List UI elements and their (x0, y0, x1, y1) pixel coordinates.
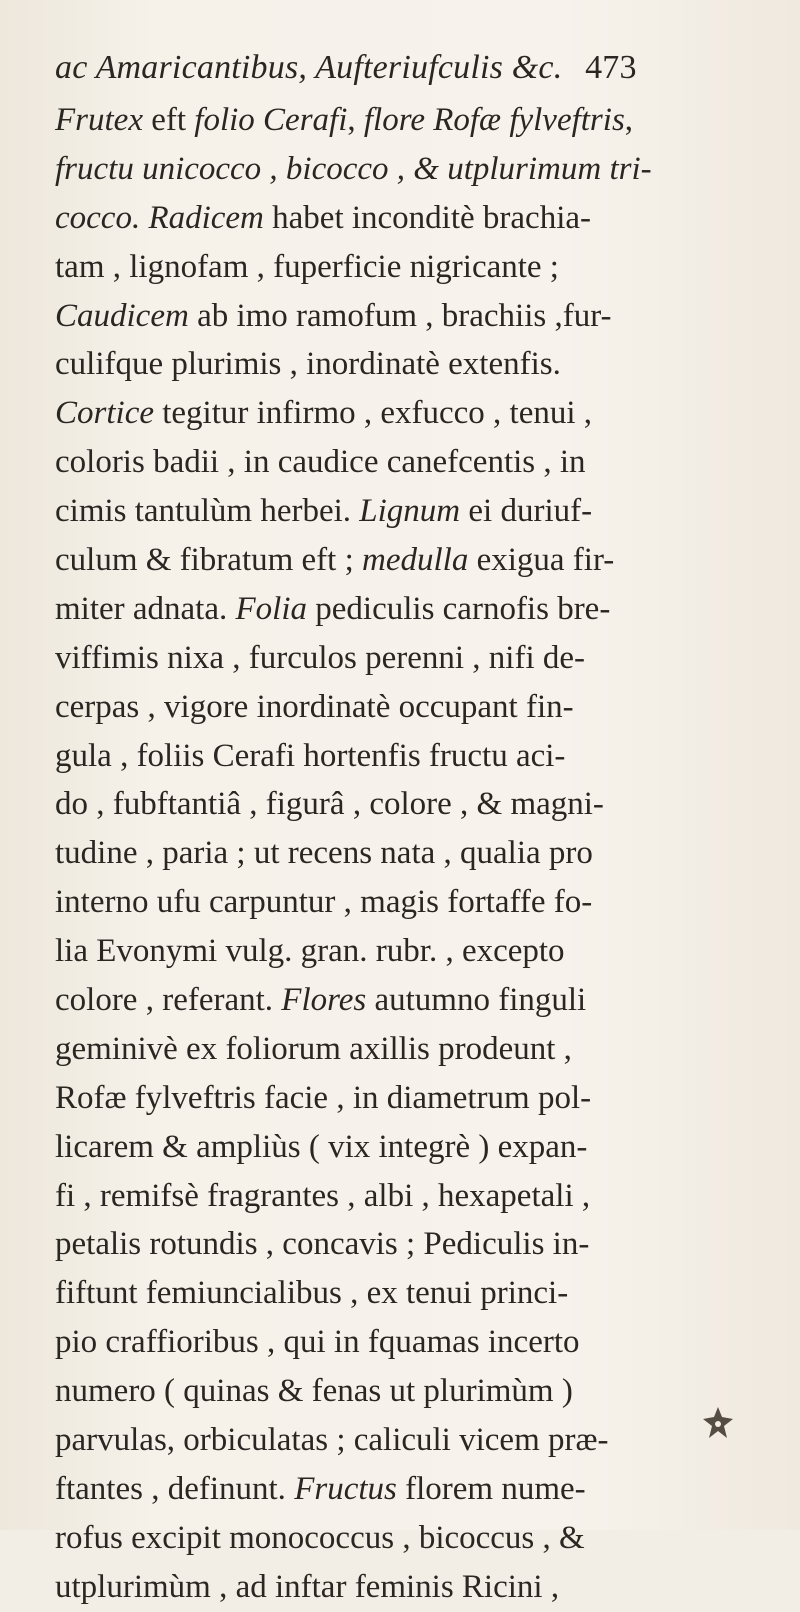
text-run: culum & fibratum eft ; (55, 542, 363, 579)
text-run: coloris badii , in caudice canefcentis , in (55, 444, 586, 481)
text-line (55, 292, 787, 341)
text-line (55, 536, 787, 585)
italic-term: medulla (362, 542, 469, 579)
text-line (55, 1123, 787, 1172)
text-line (55, 927, 787, 976)
text-run: geminivè ex foliorum axillis prodeunt , (55, 1030, 572, 1067)
text-run: fi , remifsè fragrantes , albi , hexapetali , (55, 1177, 591, 1214)
text-run: autumno finguli (366, 982, 587, 1019)
italic-term: Flores (281, 982, 367, 1019)
text-run: habet inconditè brachia- (263, 199, 592, 236)
text-run: do , fubftantiâ , figurâ , colore , & magni- (55, 786, 604, 823)
text-run: interno ufu carpuntur , magis fortaffe fo- (55, 884, 593, 921)
text-line (55, 878, 787, 927)
text-run: florem nume- (396, 1470, 586, 1507)
text-run: gula , foliis Cerafi hortenfis fructu aci- (55, 737, 566, 774)
italic-term: folio Cerafi (194, 102, 348, 138)
running-title: ac Amaricantibus, Aufteriufculis &c. (55, 49, 563, 86)
text-line (55, 780, 787, 829)
text-line (55, 145, 787, 194)
italic-term: cocco. Radicem (55, 199, 264, 236)
text-line (55, 1172, 787, 1221)
italic-term: flore Rofæ fylveftris (363, 102, 625, 138)
body-text (55, 96, 787, 1612)
text-run: lia Evonymi vulg. gran. rubr. , excepto (55, 933, 565, 970)
text-run: miter adnata. (55, 590, 236, 627)
text-run: parvulas, orbiculatas ; caliculi vicem præ- (55, 1422, 609, 1459)
text-line (55, 732, 787, 781)
text-run: licarem & ampliùs ( vix integrè ) expan- (55, 1128, 588, 1165)
text-run: cerpas , vigore inordinatè occupant fin- (55, 688, 574, 725)
text-line (55, 96, 787, 145)
text-run: ei duriuf- (460, 493, 593, 530)
italic-term: Folia (235, 590, 308, 627)
text-run: Rofæ fylveftris facie , in diametrum pol- (55, 1079, 592, 1116)
text-run: rofus excipit monococcus , bicoccus , & (55, 1519, 585, 1556)
text-line (55, 585, 787, 634)
text-line (55, 976, 787, 1025)
text-run: pio craffioribus , qui in fquamas incerto (55, 1324, 580, 1361)
text-line (55, 438, 787, 487)
text-run: cimis tantulùm herbei. (55, 493, 360, 530)
text-line (55, 1220, 787, 1269)
text-run: eft (142, 102, 195, 138)
text-line (55, 340, 787, 389)
text-line (55, 389, 787, 438)
text-run: pediculis carnofis bre- (307, 590, 611, 627)
text-line (55, 243, 787, 292)
text-run: tam , lignofam , fuperficie nigricante ; (55, 248, 559, 285)
text-line (55, 683, 787, 732)
text-line (55, 487, 787, 536)
text-run: , (624, 102, 634, 138)
text-line (55, 634, 787, 683)
text-line (55, 1025, 787, 1074)
text-line (55, 829, 787, 878)
italic-term: Fructus (294, 1470, 397, 1507)
printer-ornament-icon (700, 1405, 736, 1445)
text-line (55, 1367, 787, 1416)
text-run: ftantes , definunt. (55, 1470, 295, 1507)
text-line (55, 1563, 787, 1612)
italic-term: Caudicem (55, 297, 189, 334)
italic-term: Cortice (55, 395, 154, 432)
italic-term: Lignum (359, 493, 461, 530)
italic-term: Frutex (55, 102, 143, 138)
page-number: 473 (585, 49, 637, 86)
text-run: colore , referant. (55, 982, 282, 1019)
text-line (55, 1416, 787, 1465)
text-line (55, 1514, 787, 1563)
text-run: tegitur infirmo , exfucco , tenui , (153, 395, 593, 432)
text-run: fiftunt femiuncialibus , ex tenui princi- (55, 1275, 569, 1312)
text-run: numero ( quinas & fenas ut plurimùm ) (55, 1373, 573, 1410)
text-line (55, 1465, 787, 1514)
text-run: viffimis nixa , furculos perenni , nifi de- (55, 639, 586, 676)
text-run: exigua fir- (468, 542, 615, 579)
text-line (55, 194, 787, 243)
text-run: utplurimùm , ad inftar feminis Ricini , (55, 1568, 560, 1605)
text-run: tudine , paria ; ut recens nata , qualia pro (55, 835, 593, 872)
italic-term: fructu unicocco , bicocco , & utplurimum tri- (55, 150, 652, 187)
page-header (55, 40, 775, 96)
text-line (55, 1269, 787, 1318)
text-line (55, 1074, 787, 1123)
text-run: petalis rotundis , concavis ; Pediculis in- (55, 1226, 590, 1263)
text-run: culifque plurimis , inordinatè extenfis. (55, 346, 561, 383)
text-run: , (347, 102, 364, 138)
text-run: ab imo ramofum , brachiis ,fur- (188, 297, 612, 334)
text-line (55, 1318, 787, 1367)
